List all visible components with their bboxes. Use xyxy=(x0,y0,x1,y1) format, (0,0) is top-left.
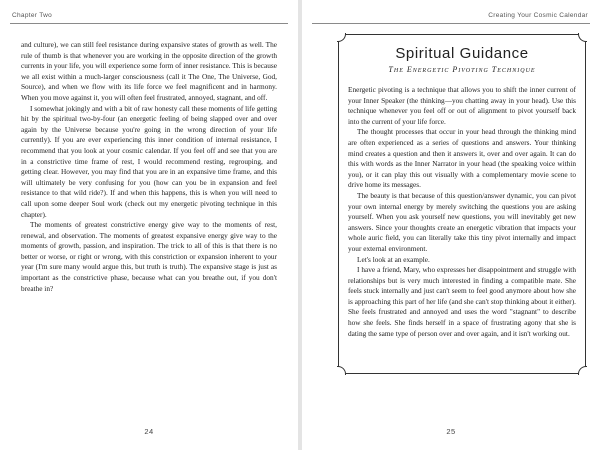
box-title: Spiritual Guidance xyxy=(395,45,529,62)
spiritual-guidance-box xyxy=(338,34,586,374)
paragraph: Energetic pivoting is a technique that allows you to shift the inner current of your Inner Speaker (the thinking—you chatting away in your head). Use this technique whenever you feel off or out of alignment to pivot yourself back into the current of your life force. xyxy=(348,85,576,126)
box-corner-ornament xyxy=(337,366,346,375)
running-head-right: Creating Your Cosmic Calendar xyxy=(488,12,588,19)
right-page xyxy=(302,0,600,450)
running-head-left: Chapter Two xyxy=(12,12,53,19)
page-number-left: 24 xyxy=(144,427,154,436)
paragraph: I somewhat jokingly and with a bit of raw honesty call these moments of life getting hit by the spiritual two-by-four (an energetic feeling of being slapped over and over again by the Universe because you're going in the wrong direction of your life currently). If you are ever experiencing this inner condition of internal resistance, I recommend that you look at your cosmic calendar. If you feel off and see that you are in a constrictive time frame of rest, I would recommend resting, regrouping, and getting clear. However, you may find that you are in an expansive time frame, and this will ultimately be very confusing for you (how can you be in expansion and feel resistance to that wild ride?). If and when this happens, this is when you will need to call upon some deeper Soul work (check out my energetic pivoting technique in this chapter). xyxy=(21,103,277,219)
page-number-right: 25 xyxy=(446,427,456,436)
box-corner-ornament xyxy=(578,33,587,42)
box-corner-ornament xyxy=(337,33,346,42)
paragraph: and culture), we can still feel resistance during expansive states of growth as well. The rule of thumb is that whenever you are working in the opposite direction of the growth currents in your life, you will experience some form of inner resistance. This is because we all exist within a much-larger consciousness (call it The One, The Universe, God, Source), and when we flow with its life force we feel magnificent and in harmony. When you move against it, you will often feel frustrated, annoyed, stagnant, and off. xyxy=(21,40,277,102)
paragraph: Let's look at an example. xyxy=(357,254,430,264)
header-rule-right xyxy=(312,23,590,24)
header-rule-left xyxy=(10,23,288,24)
paragraph: The beauty is that because of this question/answer dynamic, you can pivot your own internal energy by merely switching the questions you are asking yourself. When you ask yourself new questions, you will inevitably get new answers. Since your thoughts create an energetic vibration that impacts your whole auric field, you can literally take this tiny pivot internally and impact your external environment. xyxy=(348,190,576,253)
box-corner-ornament xyxy=(578,366,587,375)
paragraph: The thought processes that occur in your head through the thinking mind are often experienced as a series of questions and answers. Your thinking mind creates a question and then it answers it, over and over again. It can do this with words as the Inner Narrator in your head (the speaking voice within you), or it can play this out visually with a complementary movie scene to drive home its messages. xyxy=(348,127,576,190)
box-subtitle: The Energetic Pivoting Technique xyxy=(388,65,536,74)
left-text-column xyxy=(21,40,277,294)
left-page xyxy=(0,0,298,450)
box-text xyxy=(348,85,576,339)
paragraph: I have a friend, Mary, who expresses her disappointment and struggle with relationships but is very much interested in finding a compatible mate. She feels stuck internally and just can't seem to feel good anymore about how she is approaching this part of her life (and she can't stop thinking about it either). She feels frustrated and annoyed and uses the word "stagnant" to describe how she feels. She finds herself in a space of frustrating agony that she is dating the same type of person over and over again, and it isn't working out. xyxy=(348,265,576,338)
paragraph: The moments of greatest constrictive energy give way to the moments of rest, renewal, and observation. The moments of greatest expansive energy give way to the moments of growth, passion, and inspiration. The trick to all of this is that there is no better or worse, or right or wrong, with this constriction or expansion inherent to your year (I'm sure many would argue this, but truth is truth). The expansive stage is just as important as the constrictive phase, because what can you breathe out, if you don't breathe in? xyxy=(21,220,277,293)
